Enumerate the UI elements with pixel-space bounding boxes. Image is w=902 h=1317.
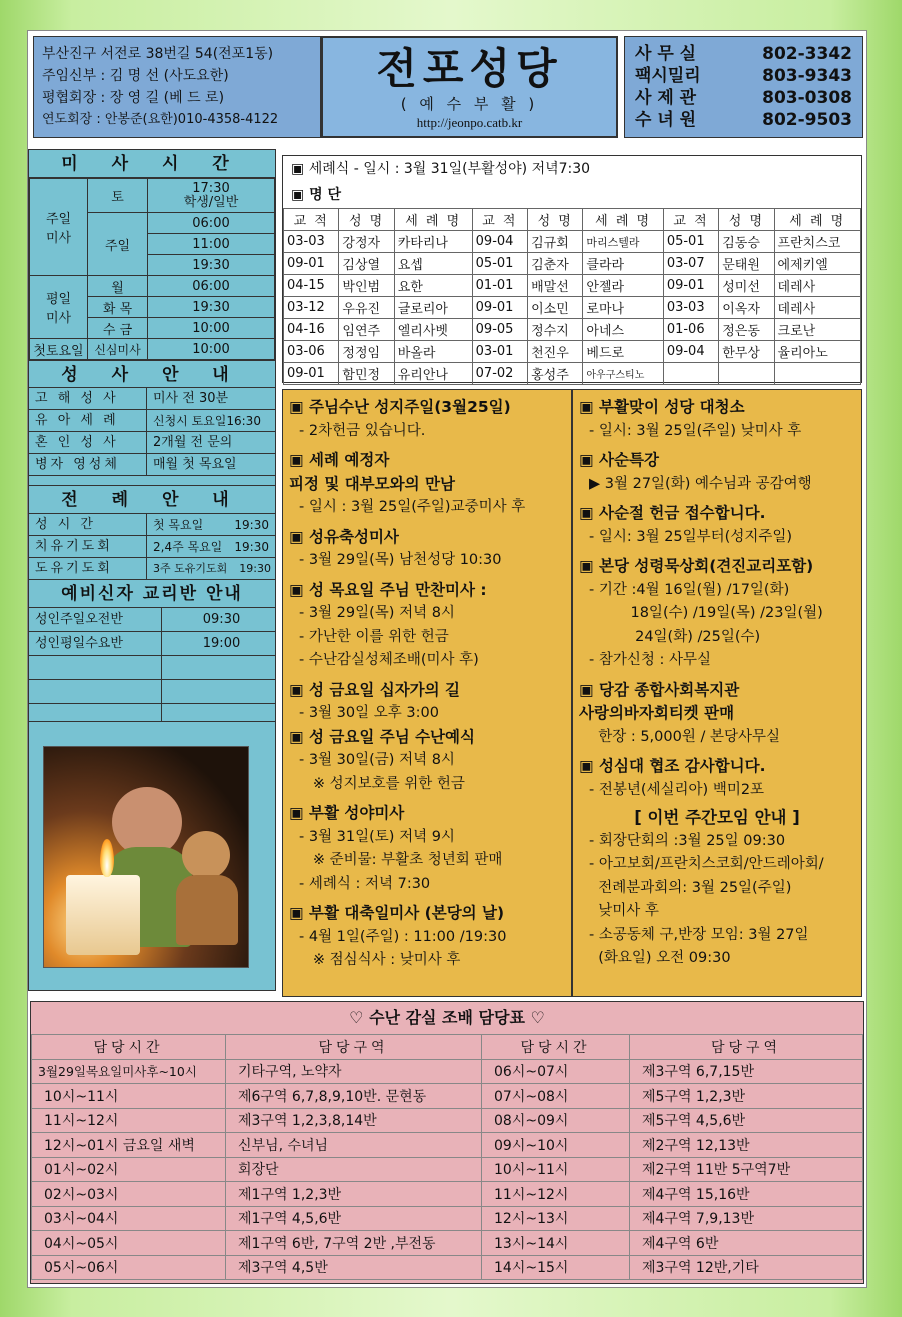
square-icon: ▣ [289, 398, 310, 416]
empty-row [29, 704, 275, 722]
spacer-row [29, 476, 275, 486]
news-right [572, 389, 862, 997]
news-item: ▣ 부활 대축일미사 (본당의 날) - 4월 1일(주일) : 11:00 /19:30 ※ 점심식사 : 낮미사 후 [289, 904, 507, 968]
baptism-line: ▣ 세례식 - 일시 : 3월 31일(부활성야) 저녁7:30 [291, 161, 591, 177]
news-item: ▣ 사순특강 ▶ 3월 27일(화) 예수님과 공감여행 [579, 451, 812, 492]
wed-time: 10:00 [148, 318, 275, 339]
baptism-row: 04-15 박인범 요한 01-01 배말선 안젤라 09-01 성미선 데레사 [284, 275, 861, 297]
square-icon: ▣ [579, 504, 600, 522]
duty-row: 11시~12시 제3구역 1,2,3,8,14반 08시~09시 제5구역 4,5,6반 [32, 1108, 863, 1133]
title-box [321, 36, 618, 138]
sun-time: 11:00 [148, 234, 275, 255]
sacrament-title: 성 사 안 내 [29, 360, 275, 388]
duty-row: 3월29일목요일미사후~10시 기타구역, 노약자 06시~07시 제3구역 6,7,15반 [32, 1059, 863, 1084]
duty-row: 05시~06시 제3구역 4,5반 14시~15시 제3구역 12반,기타 [32, 1255, 863, 1280]
news-item: ▣ 주님수난 성지주일(3월25일) - 2차헌금 있습니다. [289, 398, 511, 439]
liturgy-title: 전 례 안 내 [29, 486, 275, 514]
youth-president: 연도회장 : 안봉준(요한)010-4358-4122 [42, 112, 279, 127]
news-item: ▣ 세례 예정자 피정 및 대부모와의 만남 - 일시 : 3월 25일(주일)교중미사 후 [289, 451, 526, 515]
baptism-row: 09-01 함민정 유리안나 07-02 홍성주 아우구스티노 [284, 363, 861, 385]
news-item: ▣ 부활맞이 성당 대청소 - 일시: 3월 25일(주일) 낮미사 후 [579, 398, 802, 439]
sacrament-row: 유 아 세 례 신청시 토요일16:30 [29, 410, 275, 432]
empty-row [29, 656, 275, 680]
wed-label: 수 금 [88, 318, 148, 339]
address: 부산진구 서전로 38번길 54(전포1동) [42, 46, 274, 62]
baptism-row: 09-01 김상열 요셉 05-01 김춘자 클라라 03-07 문태원 에제키엘 [284, 253, 861, 275]
news-item: ▣ 부활 성야미사 - 3월 31일(토) 저녁 9시 ※ 준비물: 부활초 청년회 판매 - 세례식 : 저녁 7:30 [289, 804, 503, 892]
prayer-candle-photo [43, 746, 249, 968]
left-column [28, 149, 276, 991]
mon-label: 월 [88, 276, 148, 297]
square-icon: ▣ [289, 904, 310, 922]
square-icon: ▣ [579, 557, 600, 575]
tue-label: 화 목 [88, 297, 148, 318]
liturgy-row: 성 시 간 첫 목요일 19:30 [29, 514, 275, 536]
mass-table [29, 178, 275, 360]
duty-row: 03시~04시 제1구역 4,5,6반 12시~13시 제4구역 7,9,13반 [32, 1206, 863, 1231]
liturgy-row: 도유기도회 3주 도유기도회 19:30 [29, 558, 275, 580]
duty-header-row: 담당시간 담당구역 담당시간 담당구역 [32, 1035, 863, 1060]
square-icon: ▣ [289, 680, 310, 699]
duty-row: 01시~02시 회장단 10시~11시 제2구역 11반 5구역7반 [32, 1157, 863, 1182]
square-icon: ▣ [579, 757, 600, 775]
first-sat-label: 첫토요일 [30, 339, 88, 360]
square-icon: ▣ [579, 451, 600, 469]
parish-subtitle: ( 예 수 부 활 ) [400, 95, 539, 113]
square-icon: ▣ [579, 680, 600, 699]
sat-time: 17:30 학생/일반 [148, 179, 275, 213]
tue-time: 19:30 [148, 297, 275, 318]
sun-label: 주일 [88, 213, 148, 276]
bulletin-page [27, 30, 867, 1288]
weekday-mass-label: 평일 미사 [30, 276, 88, 339]
sat-label: 토 [88, 179, 148, 213]
news-item: ▣ 성 금요일 십자가의 길 - 3월 30일 오후 3:00 [289, 680, 460, 721]
mon-time: 06:00 [148, 276, 275, 297]
baptism-box [282, 155, 862, 383]
catechumen-title: 예비신자 교리반 안내 [29, 580, 275, 608]
baptism-row: 04-16 임연주 엘리사벳 09-05 정수지 아네스 01-06 정은동 크로난 [284, 319, 861, 341]
candle-flame-icon [100, 839, 114, 877]
square-icon: ▣ [291, 187, 310, 203]
news-item: ▣ 성유축성미사 - 3월 29일(목) 남천성당 10:30 [289, 527, 502, 568]
baptism-list-title: ▣ 명 단 [291, 187, 342, 203]
contacts-box [624, 36, 863, 138]
duty-title: ♡ 수난 감실 조배 담당표 ♡ [349, 1008, 545, 1027]
baptism-header-row: 교 적 성 명 세 례 명 교 적 성 명 세 례 명 교 적 성 명 세 례 명 [284, 209, 861, 231]
sunday-mass-label: 주일 미사 [30, 179, 88, 276]
council-president: 평협회장 : 장 영 길 (베 드 로) [42, 90, 225, 106]
duty-roster [30, 1001, 864, 1284]
catechumen-row: 성인평일수요반 19:00 [29, 632, 275, 656]
duty-row: 10시~11시 제6구역 6,7,8,9,10반. 문현동 07시~08시 제5구역 1,2,3반 [32, 1084, 863, 1109]
contact-row: 사 제 관 803-0308 [635, 88, 852, 108]
news-left [282, 389, 572, 997]
weekly-meetings: [ 이번 주간모임 안내 ] - 회장단회의 :3월 25일 09:30 - 아고보회/프란치스코회/안드레아회/ 전례분과회의: 3월 25일(주일) 낮미사 후 - 소공동체 구,반장 모임: 3월 27일 (화요일) 오전 09:30 [579, 806, 855, 971]
square-icon: ▣ [291, 161, 309, 177]
baptism-row: 03-06 정정임 바올라 03-01 천진우 베드로 09-04 한무상 율리아노 [284, 341, 861, 363]
square-icon: ▣ [289, 580, 310, 599]
square-icon: ▣ [289, 727, 310, 746]
sacrament-row: 병자 영성체 매월 첫 목요일 [29, 454, 275, 476]
parish-url[interactable]: http://jeonpo.catb.kr [416, 115, 523, 130]
duty-table [31, 1034, 863, 1280]
first-sat-time: 10:00 [148, 339, 275, 360]
empty-row [29, 680, 275, 704]
duty-row: 02시~03시 제1구역 1,2,3반 11시~12시 제4구역 15,16반 [32, 1182, 863, 1207]
contact-row: 수 녀 원 802-9503 [635, 110, 852, 130]
news-item: ▣ 사순절 헌금 접수합니다. - 일시: 3월 25일부터(성지주일) [579, 504, 793, 545]
baptism-row: 03-03 강정자 카타리나 09-04 김규회 마리스텔라 05-01 김동승 프란치스코 [284, 231, 861, 253]
sun-time: 06:00 [148, 213, 275, 234]
contact-row: 사 무 실 802-3342 [635, 44, 852, 64]
news-item: ▣ 당감 종합사회복지관 사랑의바자회티켓 판매 한장 : 5,000원 / 본당사무실 [579, 680, 780, 745]
weekly-title: [ 이번 주간모임 안내 ] [634, 808, 800, 827]
mass-title: 미 사 시 간 [29, 150, 275, 178]
square-icon: ▣ [289, 527, 310, 546]
duty-row: 04시~05시 제1구역 6반, 7구역 2반 ,부전동 13시~14시 제4구역 6반 [32, 1231, 863, 1256]
baptism-table [283, 208, 861, 385]
news-item: ▣ 성심대 협조 감사합니다. - 전봉년(세실리아) 백미2포 [579, 757, 766, 798]
pastor: 주임신부 : 김 명 선 (사도요한) [42, 68, 229, 84]
news-item: ▣ 본당 성령묵상회(견진교리포함) - 기간 :4월 16일(월) /17일(화) 18일(수) /19일(목) /23일(월) 24일(화) /25일(수) - 참가신청 : 사무실 [579, 557, 823, 668]
first-sat-kind: 신심미사 [88, 339, 148, 360]
square-icon: ▣ [289, 804, 310, 822]
sun-time: 19:30 [148, 255, 275, 276]
catechumen-row: 성인주일오전반 09:30 [29, 608, 275, 632]
square-icon: ▣ [579, 398, 600, 416]
parish-info [33, 36, 321, 138]
contact-row: 팩시밀리 803-9343 [635, 66, 852, 86]
news-item: ▣ 성 금요일 주님 수난예식 - 3월 30일(금) 저녁 8시 ※ 성지보호를 위한 헌금 [289, 727, 475, 792]
baptism-row: 03-12 우유진 글로리아 09-01 이소민 로마나 03-03 이옥자 데레사 [284, 297, 861, 319]
news-item: ▣ 성 목요일 주님 만찬미사 : - 3월 29일(목) 저녁 8시 - 가난한 이를 위한 헌금 - 수난감실성체조배(미사 후) [289, 580, 487, 668]
sacrament-row: 고 해 성 사 미사 전 30분 [29, 388, 275, 410]
sacrament-row: 혼 인 성 사 2개월 전 문의 [29, 432, 275, 454]
liturgy-row: 치유기도회 2,4주 목요일 19:30 [29, 536, 275, 558]
parish-title: 전포성당 [376, 44, 563, 93]
duty-row: 12시~01시 금요일 새벽 신부님, 수녀님 09시~10시 제2구역 12,13반 [32, 1133, 863, 1158]
square-icon: ▣ [289, 451, 310, 469]
